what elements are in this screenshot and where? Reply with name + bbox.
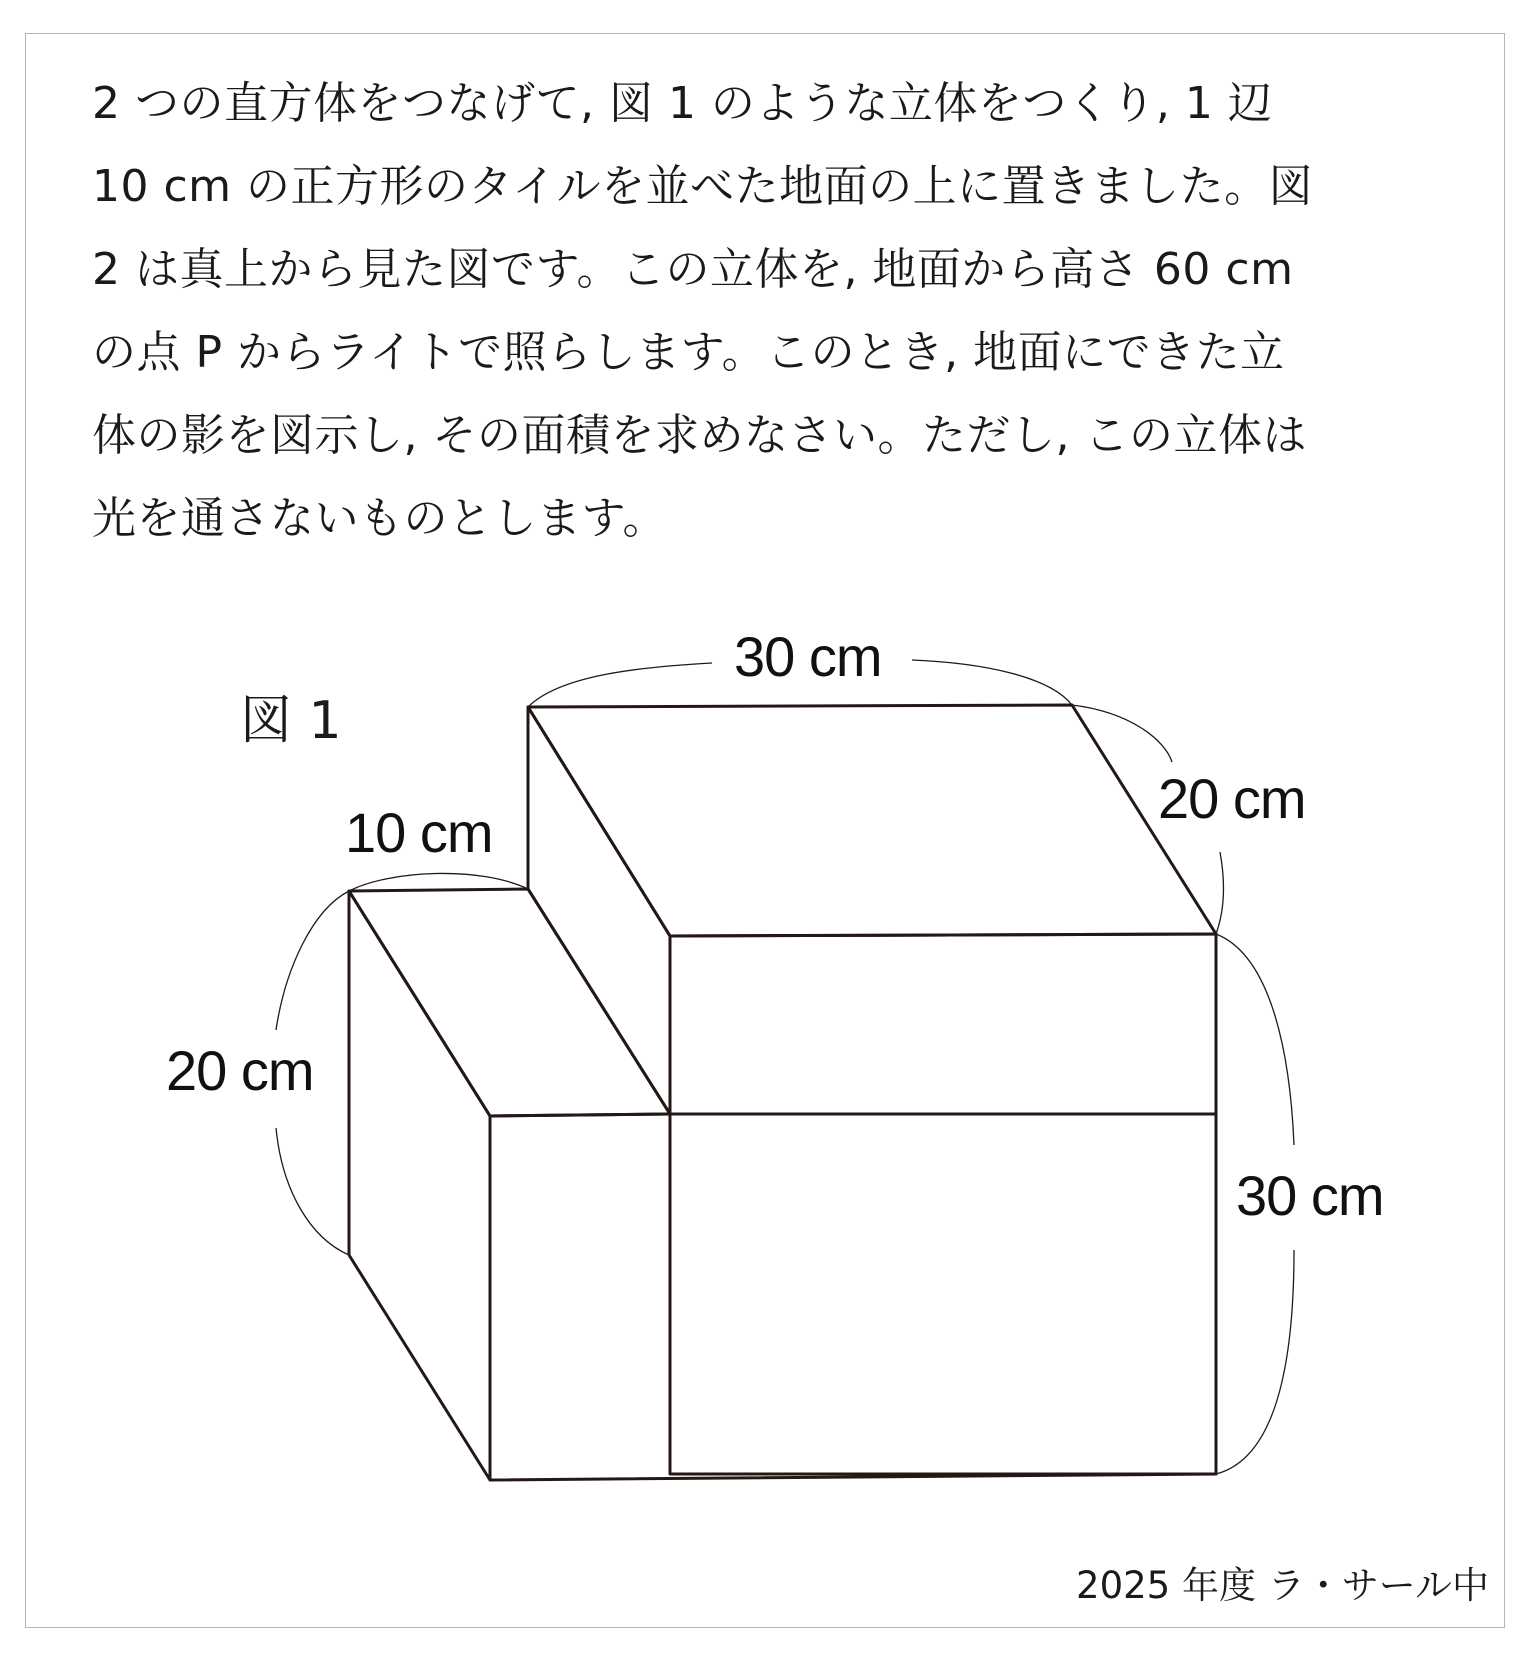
dimension-arc-total-height [1216, 1250, 1294, 1474]
dimension-arc-top-length [912, 660, 1072, 705]
dim-top-depth: 20 cm [1158, 767, 1306, 830]
problem-line: の点 P からライトで照らします。このとき, 地面にできた立 [92, 327, 1285, 378]
dim-top-length: 30 cm [734, 625, 882, 688]
problem-line: 10 cm の正方形のタイルを並べた地面の上に置きました。図 [92, 161, 1314, 212]
problem-line: 光を通さないものとします。 [92, 493, 667, 544]
source-credit: 2025 年度 ラ・サール中 [1076, 1564, 1489, 1607]
upper-top-face [528, 705, 1216, 936]
dimension-arc-top-depth [1216, 852, 1223, 934]
problem-line: 2 は真上から見た図です。この立体を, 地面から高さ 60 cm [92, 244, 1294, 295]
lower-front-face [490, 1114, 1216, 1480]
dim-total-height: 30 cm [1236, 1164, 1384, 1227]
dimension-arc-top-depth [1072, 705, 1172, 762]
dimension-arc-step-height [276, 891, 349, 1030]
step-riser-face [528, 707, 670, 1114]
dim-step-height: 20 cm [166, 1039, 314, 1102]
dimension-arc-step-height [276, 1128, 349, 1255]
step-top-face [349, 889, 670, 1116]
figure-label: 図 1 [240, 691, 342, 751]
problem-line: 2 つの直方体をつなげて, 図 1 のような立体をつくり, 1 辺 [92, 78, 1273, 129]
dimension-arc-top-length [528, 663, 712, 707]
upper-front-face [670, 934, 1216, 1474]
lower-side-face [349, 891, 490, 1480]
dim-step-width: 10 cm [345, 801, 493, 864]
problem-line: 体の影を図示し, その面積を求めなさい。ただし, この立体は [92, 410, 1307, 461]
dimension-arc-total-height [1216, 934, 1294, 1145]
